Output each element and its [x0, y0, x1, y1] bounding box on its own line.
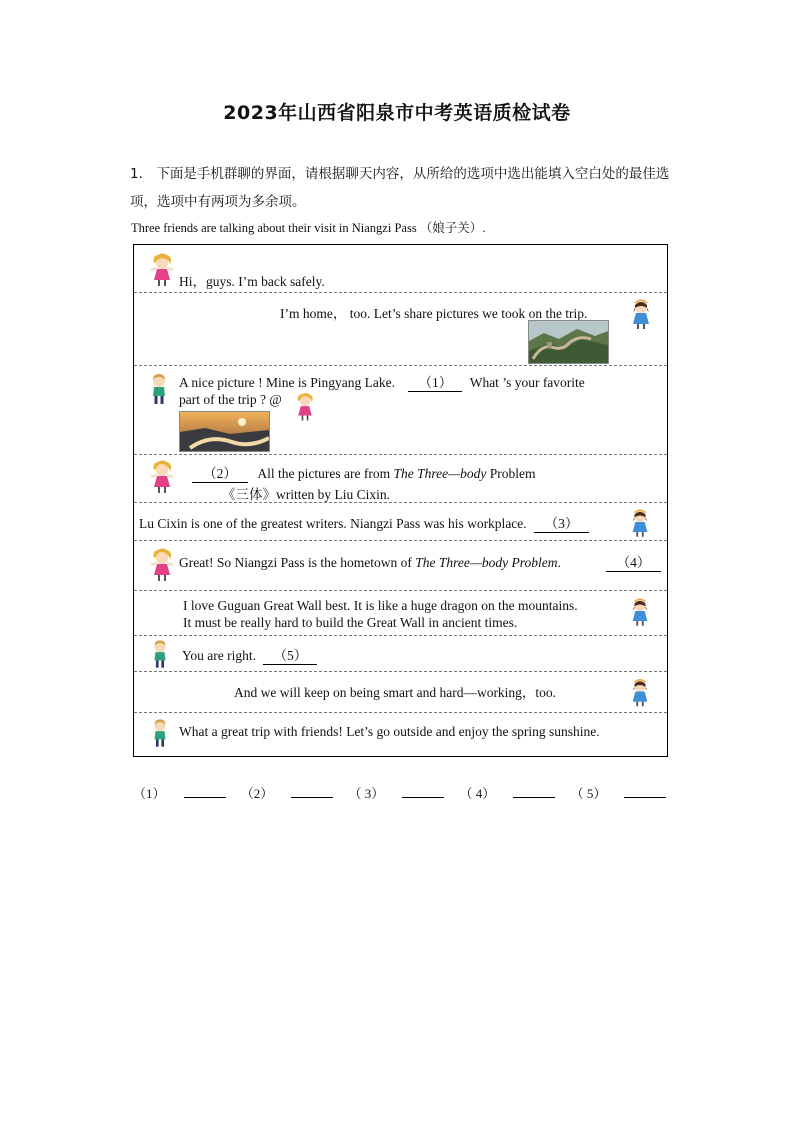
chat-row-7 — [134, 591, 667, 636]
boy-avatar-icon — [148, 372, 170, 406]
chat-row-5 — [134, 503, 667, 541]
chat-row-2 — [134, 293, 667, 366]
message-text: I’m home， too. Let’s share pictures we took on the trip. — [280, 306, 588, 321]
blue-girl-avatar-icon — [628, 295, 654, 331]
message-part: . — [557, 555, 561, 570]
answer-blanks — [133, 783, 678, 802]
answer-field-2[interactable] — [291, 785, 333, 798]
boy-avatar-icon — [150, 638, 170, 670]
answer-label-3: （ 3） — [348, 786, 385, 801]
message-part: Lu Cixin is one of the greatest writers. Niangzi Pass was his workplace. — [139, 516, 527, 531]
chat-row-8 — [134, 636, 667, 672]
message-text: And we will keep on being smart and hard—working，too. — [234, 685, 557, 700]
message-text: It must be really hard to build the Great Wall in ancient times. — [183, 615, 518, 630]
message-text: What a great trip with friends! Let’s go outside and enjoy the spring sunshine. — [179, 724, 600, 739]
book-title: The Three—body Problem — [415, 555, 558, 570]
answer-field-3[interactable] — [402, 785, 444, 798]
answer-label-5: （ 5） — [570, 786, 607, 801]
chat-row-3 — [134, 366, 667, 455]
message-text — [192, 466, 535, 483]
message-part: What ’s your favorite — [469, 375, 585, 390]
message-text: 《三体》written by Liu Cixin. — [222, 487, 390, 502]
blank-4: （4） — [606, 556, 661, 572]
chat-row-10 — [134, 713, 667, 756]
intro-text: Three friends are talking about their visit in Niangzi Pass （娘子关）. — [131, 221, 486, 235]
question-text: 1. 下面是手机群聊的界面，请根据聊天内容，从所给的选项中选出能填入空白处的最佳选 — [130, 166, 670, 182]
message-text: part of the trip ? @ — [179, 392, 282, 407]
book-title: The Three—body — [393, 466, 487, 481]
chat-box — [133, 244, 668, 757]
girl-avatar-icon — [294, 390, 316, 424]
blank-3: （3） — [534, 517, 589, 533]
message-text — [139, 516, 589, 533]
answer-field-1[interactable] — [184, 785, 226, 798]
girl-avatar-icon — [149, 547, 175, 583]
answer-label-2: （2） — [240, 786, 274, 801]
girl-avatar-icon — [149, 459, 175, 495]
boy-avatar-icon — [150, 717, 170, 749]
blank-4-wrap — [606, 555, 661, 572]
chat-row-1 — [134, 245, 667, 293]
question-text-cont: 项，选项中有两项为多余项。 — [130, 194, 306, 210]
message-part: You are right. — [182, 648, 256, 663]
answer-label-1: （1） — [133, 786, 166, 801]
blue-girl-avatar-icon — [628, 594, 652, 628]
girl-avatar-icon — [149, 252, 175, 288]
blank-2: （2） — [192, 467, 248, 483]
page-title: 2023年山西省阳泉市中考英语质检试卷 — [223, 102, 571, 124]
great-wall-photo — [528, 320, 609, 364]
blank-1: （1） — [408, 376, 462, 392]
chat-row-6 — [134, 541, 667, 591]
message-text — [179, 555, 561, 571]
pingyang-lake-photo — [179, 411, 270, 452]
message-text: Hi，guys. I’m back safely. — [179, 274, 325, 289]
message-part: Great! So Niangzi Pass is the hometown of — [179, 555, 416, 570]
blue-girl-avatar-icon — [628, 674, 652, 709]
message-text — [182, 648, 317, 665]
answer-field-5[interactable] — [624, 785, 666, 798]
chat-row-4 — [134, 455, 667, 503]
answer-field-4[interactable] — [513, 785, 555, 798]
answer-label-4: （ 4） — [459, 786, 496, 801]
message-text — [179, 375, 585, 392]
message-part: All the pictures are from — [257, 466, 394, 481]
message-text: I love Guguan Great Wall best. It is like a huge dragon on the mountains. — [183, 598, 578, 613]
blank-5: （5） — [263, 649, 317, 665]
blue-girl-avatar-icon — [628, 505, 652, 539]
message-part: A nice picture ! Mine is Pingyang Lake. — [179, 375, 395, 390]
chat-row-9 — [134, 672, 667, 713]
message-part: Problem — [486, 466, 536, 481]
